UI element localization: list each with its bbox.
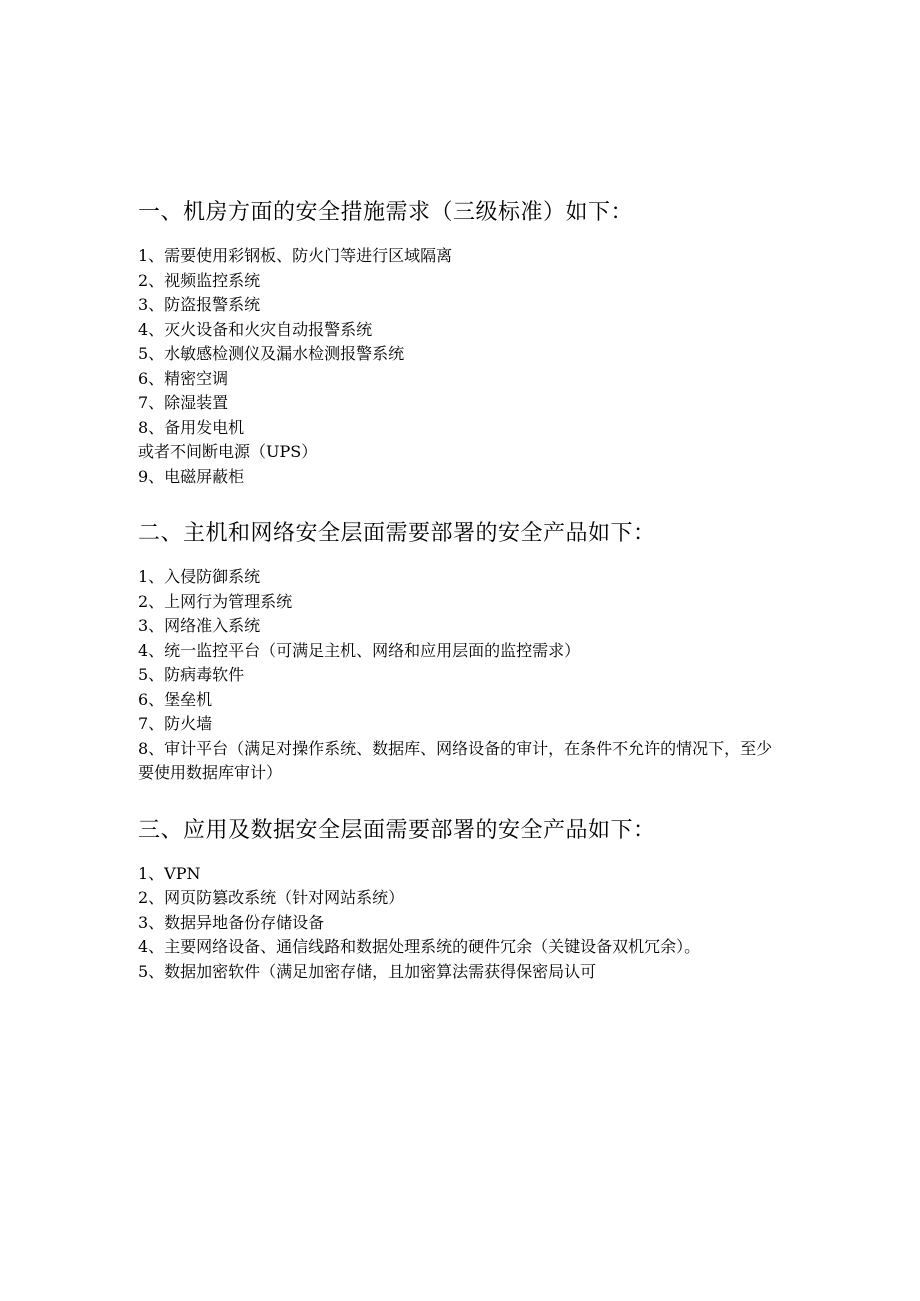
- list-item: 5、数据加密软件（满足加密存储，且加密算法需获得保密局认可: [138, 961, 597, 981]
- section-application-data-security: [138, 814, 788, 985]
- list-item: 2、视频监控系统: [138, 270, 261, 290]
- list-item: 1、入侵防御系统: [138, 567, 261, 586]
- list-item: 2、网页防篡改系统（针对网站系统）: [138, 888, 405, 907]
- list-item: 5、水敏感检测仪及漏水检测报警系统: [138, 344, 405, 363]
- list-item: 4、统一监控平台（可满足主机、网络和应用层面的监控需求）: [138, 640, 581, 660]
- list-item: 8、备用发电机: [138, 417, 245, 437]
- list-item: 3、网络准入系统: [138, 616, 261, 635]
- list-item: 3、防盗报警系统: [138, 295, 261, 314]
- section-title: 一、机房方面的安全措施需求（三级标准）如下：: [138, 200, 634, 225]
- document-page: [138, 196, 788, 984]
- list-item: 1、需要使用彩钢板、防火门等进行区域隔离: [138, 246, 453, 265]
- list-item: 4、主要网络设备、通信线路和数据处理系统的硬件冗余（关键设备双机冗余）。: [138, 937, 701, 956]
- list-item: 7、防火墙: [138, 714, 213, 733]
- section-title: 二、主机和网络安全层面需要部署的安全产品如下：: [138, 521, 656, 546]
- item-list: [138, 244, 788, 489]
- list-item: 7、除湿装置: [138, 393, 229, 412]
- item-list: [138, 565, 788, 786]
- list-item: 6、精密空调: [138, 368, 229, 388]
- list-item: 1、VPN: [138, 863, 201, 883]
- list-item: 9、电磁屏蔽柜: [138, 466, 245, 486]
- section-title: 三、应用及数据安全层面需要部署的安全产品如下：: [138, 817, 656, 843]
- list-item: 6、堡垒机: [138, 689, 213, 709]
- section-host-network-security: [138, 517, 788, 786]
- list-item: 3、数据异地备份存储设备: [138, 912, 325, 932]
- list-item: 5、防病毒软件: [138, 665, 245, 684]
- list-item: 或者不间断电源（UPS）: [138, 442, 318, 461]
- list-item: 4、灭火设备和火灾自动报警系统: [138, 319, 373, 339]
- item-list: [138, 862, 788, 985]
- list-item: 8、审计平台（满足对操作系统、数据库、网络设备的审计，在条件不允许的情况下，至少要使用数据库审计）: [138, 738, 773, 782]
- section-room-security: [138, 196, 788, 489]
- list-item: 2、上网行为管理系统: [138, 591, 293, 611]
